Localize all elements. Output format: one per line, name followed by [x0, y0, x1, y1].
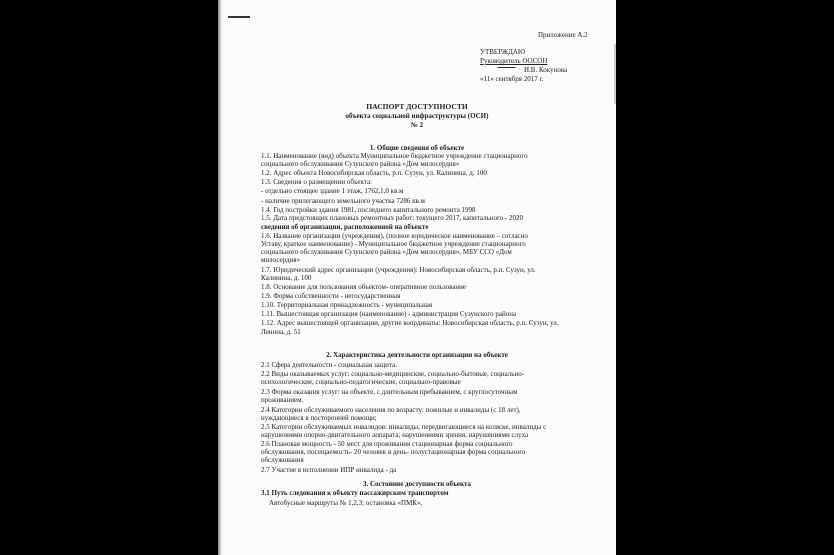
s2-category-line1: 2.4 Категории обслуживаемого населения по возрасту: пожилые и инвалиды (с 18 лет),: [261, 406, 521, 414]
s1-address: 1.2. Адрес объекта Новосибирская область, р.п. Сузун, ул. Калинина, д. 100: [261, 169, 487, 177]
s1-superior-address-line1: 1.12. Адрес вышестоящей организации, другие координаты: Новосибирская область, р.п. Сузун, ул.: [261, 319, 559, 327]
s2-capacity-line3: обслуживания: [261, 456, 304, 464]
s1-org-line1: 1.6. Название организации (учреждения), (полное юридическое наименование – согласно: [261, 232, 528, 240]
s1-ownership: 1.9. Форма собственности - негосударственная: [261, 292, 401, 300]
approve-label: УТВЕРЖДАЮ: [480, 48, 526, 56]
s1-org-line3: социального обслуживания Сузунского района «Дом милосердия», МБУ ССО «Дом: [261, 248, 512, 256]
s1-name-line2: социального обслуживания Сузунского района «Дом милосердия»: [261, 160, 460, 168]
s1-org-heading: сведения об организации, расположенной на объекте: [261, 223, 429, 231]
s2-disability-line1: 2.5 Категории обслуживаемых инвалидов: инвалиды, передвигающиеся на коляске, инвалиды с: [261, 423, 547, 431]
s1-org-line2: Уставу, краткое наименование) - Муниципальное бюджетное учреждение стационарного: [261, 240, 526, 248]
head-name: И.В. Кокунова: [524, 66, 568, 74]
s1-building: - отдельно стоящее здание 1 этаж, 1762,1,0 кв.м: [261, 187, 404, 195]
s3-bus-routes: Автобусные маршруты № 1,2,3; остановка «ПМК»,: [269, 499, 423, 507]
s1-land: - наличие прилегающего земельного участка 7286 кв.м: [261, 197, 425, 205]
s3-route-heading: 3.1 Путь следования к объекту пассажирским транспортом: [261, 489, 449, 497]
s2-types-line1: 2.2 Виды оказываемых услуг: социально-медицинские, социально-бытовые, социально-: [261, 370, 525, 378]
s2-disability-line2: нарушениями опорно-двигательного аппарата; нарушениями зрения, нарушениями слуха: [261, 431, 529, 439]
s1-placement: 1.3. Сведения о размещении объекта:: [261, 178, 372, 186]
s1-org-line4: милосердия»: [261, 256, 301, 264]
section3-heading: 3. Состояние доступности объекта: [362, 480, 472, 488]
s1-legal-line1: 1.7. Юридический адрес организации (учреждения): Новосибирская область, р.п. Сузун, ул.: [261, 266, 536, 274]
dash-mark: [228, 16, 250, 18]
section1-heading: 1. Общие сведения об объекте: [369, 144, 465, 152]
s1-superior-address-line2: Ленина, д. 51: [261, 328, 301, 336]
s2-capacity-line1: 2.6 Плановая мощность - 50 мест для проживания стационарная форма социального: [261, 440, 513, 448]
s2-form-line1: 2.3 Форма оказания услуг: на объекте, с длительным пребыванием, с круглосуточным: [261, 388, 518, 396]
approval-date: «11» сентября 2017 г.: [480, 75, 544, 83]
s1-superior: 1.11. Вышестоящая организация (наименование) - администрация Сузунского района: [261, 310, 517, 318]
head-role: Руководитель ООСОН: [480, 57, 548, 65]
document-page: [218, 0, 616, 555]
s2-types-line2: психологические, социально-педагогические, социально-правовые: [261, 378, 461, 386]
s1-repair: 1.5. Дата предстоящих плановых ремонтных работ: текущего 2017, капитального - 2020: [261, 214, 524, 222]
appendix-label: Приложение А.2: [538, 31, 588, 39]
section2-heading: 2. Характеристика деятельности организации на объекте: [326, 351, 508, 359]
s2-form-line2: проживанием.: [261, 396, 304, 404]
signature-stroke: [494, 67, 515, 74]
s1-legal-line2: Калинина, д. 100: [261, 274, 312, 282]
s1-name-line1: 1.1. Наименование (вид) объекта Муниципальное бюджетное учреждение стационарного: [261, 152, 528, 160]
doc-number: № 2: [410, 121, 424, 129]
s2-ipr: 2.7 Участие в исполнении ИПР инвалида - да: [261, 466, 397, 474]
doc-subtitle: объекта социальной инфраструктуры (ОСИ): [345, 112, 489, 120]
s2-capacity-line2: обслуживания, посещаемость- 20 человек в день- полустационарная форма социального: [261, 448, 526, 456]
s1-year: 1.4. Год постройки здания 1981, последнего капитального ремонта 1998: [261, 206, 476, 214]
s1-basis: 1.8. Основание для пользования объектом- оперативное пользование: [261, 283, 467, 291]
s2-sphere: 2.1 Сфера деятельности - социальная защита.: [261, 361, 397, 369]
s1-territory: 1.10. Территориальная принадлежность - муниципальная: [261, 301, 433, 309]
doc-title: ПАСПОРТ ДОСТУПНОСТИ: [366, 102, 468, 111]
s2-category-line2: нуждающиеся в посторонней помощи;: [261, 414, 377, 422]
page-edge: [614, 44, 616, 104]
